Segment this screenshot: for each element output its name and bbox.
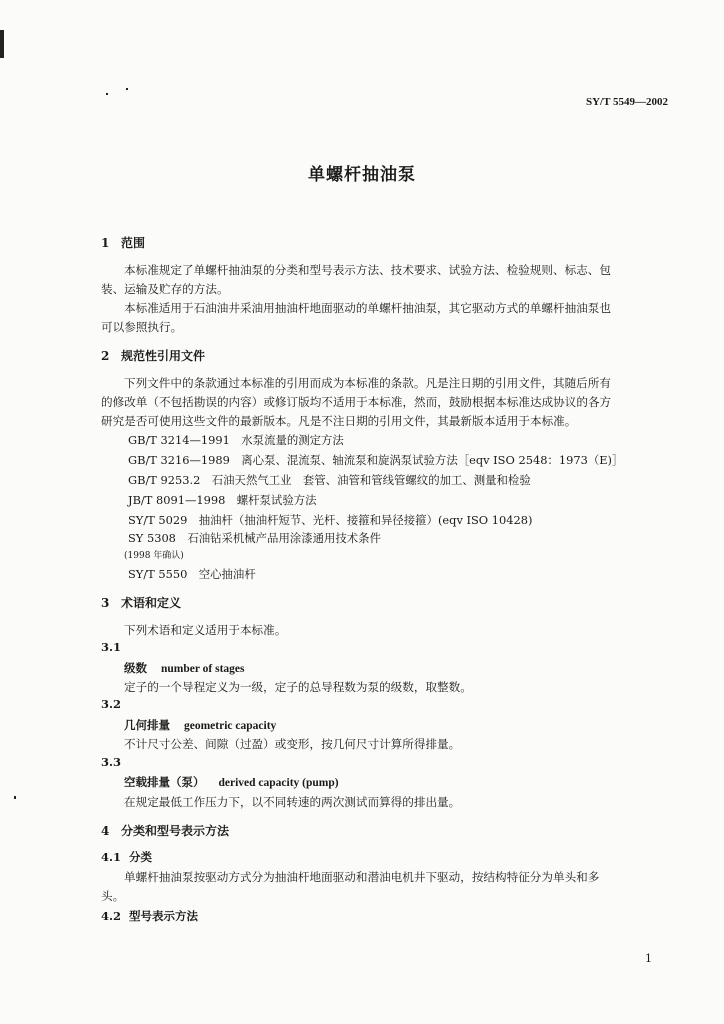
paragraph-line: 本标准适用于石油油井采油用抽油杆地面驱动的单螺杆抽油泵，其它驱动方式的单螺杆抽油泵也: [124, 301, 611, 315]
paragraph-line: 本标准规定了单螺杆抽油泵的分类和型号表示方法、技术要求、试验方法、检验规则、标志、包: [124, 263, 611, 277]
term-definition: 不计尺寸公差、间隙（过盈）或变形，按几何尺寸计算所得排量。: [124, 737, 461, 751]
section-1-heading: [101, 234, 145, 251]
subsection-number: 4.2: [101, 909, 122, 923]
paragraph-line: 头。: [101, 889, 125, 903]
reference-item: SY/T 5550 空心抽油杆: [128, 567, 256, 581]
term-heading: [124, 774, 339, 790]
section-number: 4: [101, 824, 110, 838]
page-number: 1: [645, 952, 652, 965]
paragraph-line: 单螺杆抽油泵按驱动方式分为抽油杆地面驱动和潜油电机井下驱动，按结构特征分为单头和多: [124, 870, 600, 884]
term-en: geometric capacity: [184, 720, 277, 732]
section-3-heading: [101, 594, 181, 611]
section-title: 分类和型号表示方法: [121, 824, 230, 838]
paragraph-line: 的修改单（不包括勘误的内容）或修订版均不适用于本标准，然而，鼓励根据本标准达成协议的各方: [101, 395, 612, 409]
section-title: 规范性引用文件: [121, 349, 206, 363]
term-zh: 几何排量: [124, 718, 170, 732]
paragraph-line: 装、运输及贮存的方法。: [101, 282, 229, 296]
section-4-heading: [101, 822, 229, 839]
term-en: derived capacity (pump): [218, 777, 339, 789]
term-definition: 定子的一个导程定义为一级，定子的总导程数为泵的级数，取整数。: [124, 680, 472, 694]
term-en: number of stages: [161, 663, 245, 675]
reference-item: JB/T 8091—1998 螺杆泵试验方法: [128, 493, 317, 507]
reference-item: SY 5308 石油钻采机械产品用涂漆通用技术条件: [128, 531, 381, 545]
section-title: 术语和定义: [121, 596, 182, 610]
reference-item: GB/T 3214—1991 水泵流量的测定方法: [128, 433, 344, 447]
paragraph-line: 下列文件中的条款通过本标准的引用而成为本标准的条款。凡是注日期的引用文件，其随后所有: [124, 376, 611, 390]
reference-item: GB/T 9253.2 石油天然气工业 套管、油管和管线管螺纹的加工、测量和检验: [128, 473, 531, 487]
term-zh: 空载排量（泵）: [124, 775, 205, 789]
paragraph-line: 可以参照执行。: [101, 320, 183, 334]
section-title: 范围: [121, 236, 146, 250]
reference-item: GB/T 3216—1989 离心泵、混流泵、轴流泵和旋涡泵试验方法［eqv ISO 2548：1973（E)］: [128, 453, 624, 467]
subsection-4-1-heading: [101, 849, 152, 865]
standard-code: SY/T 5549—2002: [585, 96, 668, 108]
subsection-title: 分类: [129, 850, 152, 864]
term-number: 3.1: [101, 640, 122, 654]
section-2-heading: [101, 347, 205, 364]
scan-mark: [0, 30, 4, 58]
reference-note: (1998 年确认): [124, 551, 184, 561]
section-number: 2: [101, 349, 110, 363]
subsection-title: 型号表示方法: [129, 909, 198, 923]
section-number: 3: [101, 596, 110, 610]
term-heading: [124, 717, 276, 733]
scan-dot: [106, 93, 108, 95]
paragraph-line: 研究是否可使用这些文件的最新版本。凡是不注日期的引用文件，其最新版本适用于本标准。: [101, 414, 577, 428]
paragraph-line: 下列术语和定义适用于本标准。: [124, 623, 287, 637]
section-number: 1: [101, 236, 110, 250]
reference-item: SY/T 5029 抽油杆（抽油杆短节、光杆、接箍和异径接箍）(eqv ISO 10428): [128, 513, 533, 527]
scan-dot: [14, 796, 16, 799]
term-definition: 在规定最低工作压力下，以不同转速的两次测试而算得的排出量。: [124, 795, 461, 809]
term-number: 3.3: [101, 755, 122, 769]
scan-dot: [126, 88, 128, 90]
subsection-4-2-heading: [101, 908, 198, 924]
subsection-number: 4.1: [101, 850, 122, 864]
document-title: 单螺杆抽油泵: [308, 165, 416, 185]
term-heading: [124, 660, 244, 676]
term-zh: 级数: [124, 661, 147, 675]
term-number: 3.2: [101, 697, 122, 711]
